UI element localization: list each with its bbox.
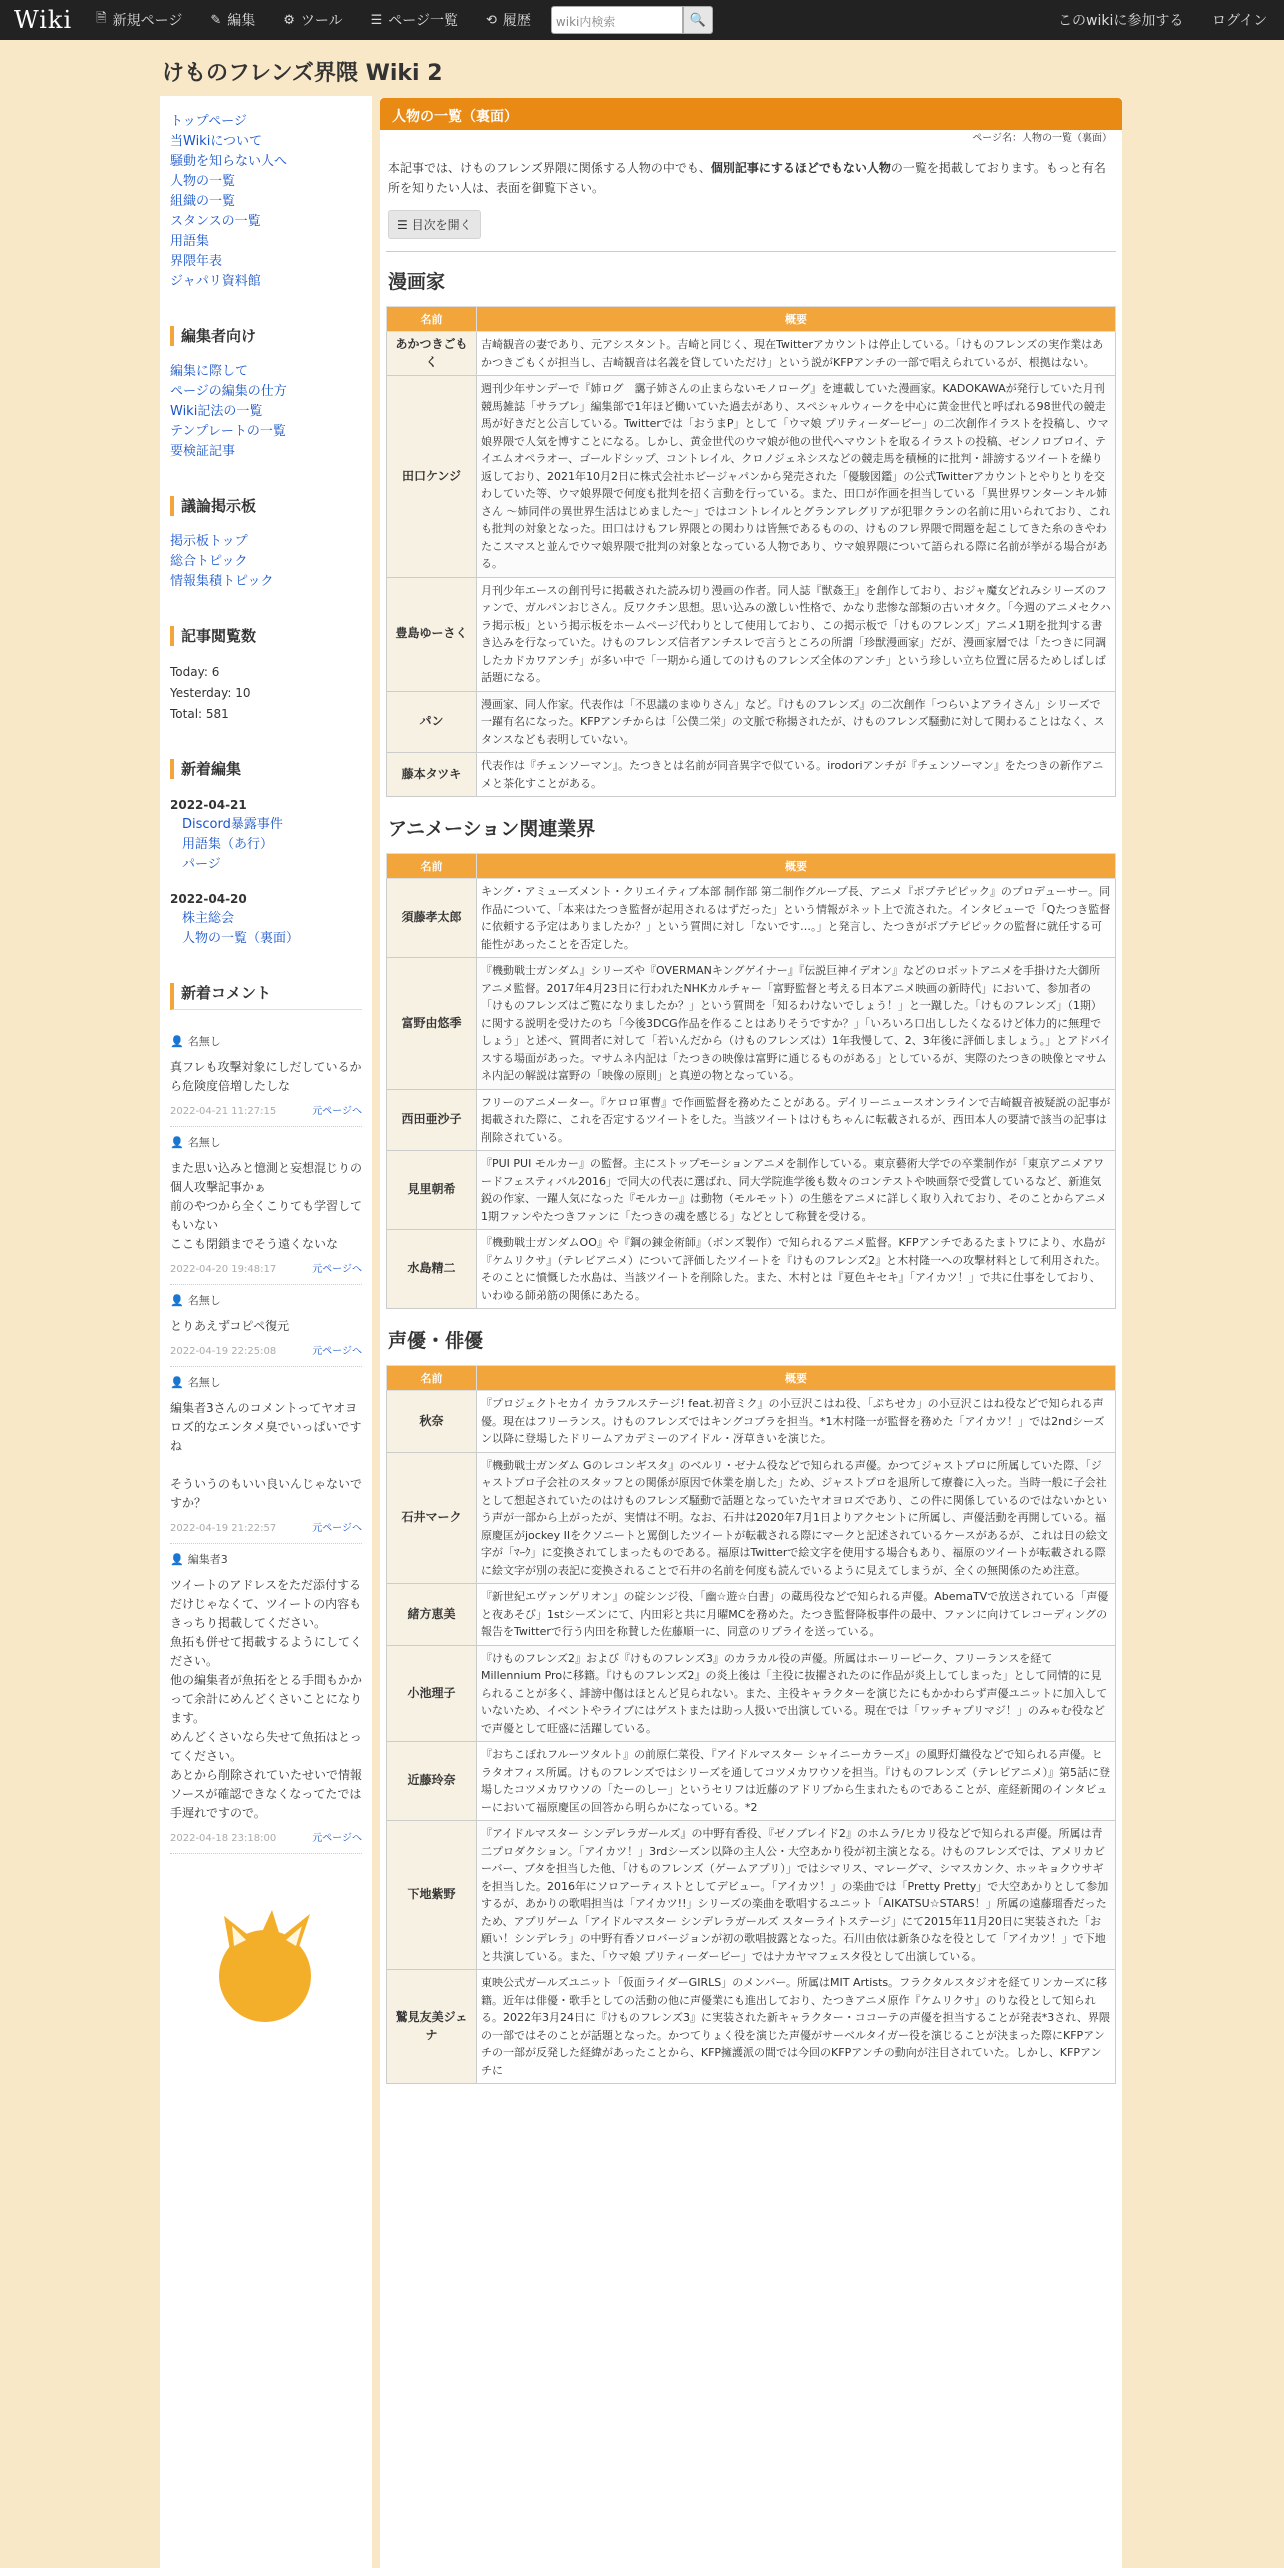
table-row <box>387 1584 1116 1646</box>
person-name: 西田亜沙子 <box>387 1089 477 1151</box>
sidebar-editor-links <box>170 362 362 462</box>
nav-item-label: 編集 <box>227 13 256 29</box>
sidebar-link[interactable]: ジャパリ資料館 <box>170 274 261 289</box>
table-row <box>387 879 1116 958</box>
person-name: 小池理子 <box>387 1645 477 1742</box>
sidebar-board-links <box>170 532 362 592</box>
file-icon: 🗎 <box>96 11 107 26</box>
person-icon: 👤 <box>170 1376 184 1389</box>
gear-icon: ⚙ <box>283 12 295 28</box>
comment-user-name: 名無し <box>187 1035 221 1048</box>
new-edit-date: 2022-04-21 <box>170 798 247 812</box>
person-desc: 『プロジェクトセカイ カラフルステージ! feat.初音ミク』の小豆沢こはね役、「ぷちせカ」の小豆沢こはね役などで知られる声優。現在はフリーランス。けものフレンズではキングコブラを担当。*1木村隆一が監督を務めた「アイカツ！」では2ndシーズン以降に登場したドリームアカデミーのアイドル・冴草きいを演じた。 <box>477 1391 1116 1453</box>
comment-source-link[interactable]: 元ページへ <box>312 1523 362 1534</box>
intro-text-a: 本記事では、けものフレンズ界隈に関係する人物の中でも、 <box>388 161 711 175</box>
person-table <box>386 1365 1116 2084</box>
comment-date: 2022-04-19 21:22:57 <box>170 1523 277 1534</box>
top-navbar <box>0 0 1284 40</box>
nav-item[interactable] <box>82 0 196 40</box>
nav-item-label: 新規ページ <box>112 13 183 29</box>
person-desc: 週刊少年サンデーで『姉ログ 靄子姉さんの止まらないモノローグ』を連載していた漫画家。KADOKAWAが発行していた月刊競馬雑誌「サラブレ」編集部で1年ほど働いていた過去があり、スペシャルウィークを中心に黄金世代と呼ばれる98世代の競走馬が好きだと公言している。Twitterでは「おうまP」として「ウマ娘 プリティーダービー」の二次創作イラストを投稿し、ウマ娘界隈で人気を博すことになる。しかし、黄金世代のウマ娘が他の世代へマウントを取るイラストの投稿、ゼンノロブロイ、テイエムオペラオー、ゴールドシップ、コントレイル、クロノジェネシスなどの競走馬を積極的に批判・誹謗するツイートを繰り返しており、2021年10月2日に株式会社ホビージャパンから発売された「優駿図鑑」の公式Twitterアカウントとやりとりを交わしていた等、ウマ娘界隈で何度も批判を招く言動を行っている。また、田口が作画を担当している「異世界ワンターンキル姉さん ～姉同伴の異世界生活はじめました～」ではコントレイルとグランアレグリアが犯罪クランの名前に用いられており、これも批判の対象となった。田口はけもフレ界隈との関わりは皆無であるものの、けものフレ界隈で問題を起こしてきた糸のきやわたこスマスと並んでウマ娘界隈で批判の対象となっている人物であり、ウマ娘界隈について語られる際に名前が挙がる場合がある。 <box>477 376 1116 578</box>
nav-item-label: ツール <box>300 13 343 29</box>
person-desc: 『けものフレンズ2』および『けものフレンズ3』のカラカル役の声優。所属はホーリーピーク、フリーランスを経てMillennium Proに移籍。『けものフレンズ2』の炎上後は「主役に抜擢されたのに作品が炎上してしまった」として同情的に見られることが多く、誹謗中傷はほとんど見られない。また、主役キャラクターを演じたにもかかわらず声優ユニットに加入していないため、イベントやライブにはゲストまたは助っ人扱いで出演している。現在では「ワッチャプリマジ！」のみゃむ役などで声優として旺盛に活躍している。 <box>477 1645 1116 1742</box>
toc-open-button[interactable] <box>388 210 481 239</box>
person-desc: 『機動戦士ガンダム』シリーズや『OVERMANキングゲイナー』『伝説巨神イデオン』などのロボットアニメを手掛けた大御所アニメ監督。2017年4月23日に行われたNHKカルチャー「富野監督と考える日本アニメ映画の新時代」において、参加者の「けものフレンズはご覧になりましたか？」という質問を「知るわけないでしょう！」と一蹴した。「けものフレンズ」（1期）に関する説明を受けたのち「今後3DCG作品を作ることはありそうですか？」「いろいろ口出ししたくなるけど体力的に無理でしょう」と述べ、質問者に対して「若いんだから（けものフレンズは）1年我慢して、2、3年後に評価しましょう。」とアドバイスする場面があった。マサムネ内記は「たつきの映像は富野に通じるものがある」としているが、実際のたつきの映像とマサムネ内記の解説は富野の「映像の原則」と真逆の物となっている。 <box>477 958 1116 1090</box>
person-name: 水島精二 <box>387 1230 477 1309</box>
sidebar-board-link[interactable]: 総合トピック <box>170 554 248 569</box>
comment-date: 2022-04-18 23:18:00 <box>170 1833 277 1844</box>
section-heading: アニメーション関連業界 <box>388 818 596 840</box>
comment-date: 2022-04-21 11:27:15 <box>170 1106 277 1117</box>
list-icon: ☰ <box>397 218 412 232</box>
intro-text-bold: 個別記事にするほどでもない人物 <box>710 161 891 175</box>
table-row <box>387 1645 1116 1742</box>
join-wiki-link[interactable]: このwikiに参加する <box>1058 13 1184 29</box>
person-desc: 『機動戦士ガンダムOO』や『鋼の錬金術師』（ボンズ製作）で知られるアニメ監督。KFPアンチであるたまトワにより、水島が『ケムリクサ』（テレビアニメ）について評価したツイートを『けものフレンズ2』と木村隆一への攻撃材料として利用された。そのことに憤慨した水島は、当該ツイートを削除した。また、木村とは『夏色キセキ』「アイカツ！」で共に仕事をしており、いわゆる師弟筋の関係にあたる。 <box>477 1230 1116 1309</box>
new-comments-heading: 新着コメント <box>170 983 362 1010</box>
section-heading: 声優・俳優 <box>388 1330 484 1352</box>
wiki-mascot-icon <box>210 1910 320 2026</box>
nav-item[interactable] <box>357 0 472 40</box>
desc-column-header: 概要 <box>477 1366 1116 1391</box>
table-row <box>387 1151 1116 1230</box>
person-name: 須藤孝太郎 <box>387 879 477 958</box>
sidebar-main-links <box>170 112 362 292</box>
table-header-row <box>387 1366 1116 1391</box>
person-desc: キング・アミューズメント・クリエイティブ本部 制作部 第二制作グループ長、アニメ『ポプテピピック』のプロデューサー。同作品について、「本来はたつき監督が起用されるはずだった」という情報がネット上で流された。インタビューで「Qたつき監督に依頼する予定はありましたか？」という質問に対し「ないです…。」と発言し、たつきがポプテピピックの監督に就任する可能性があったことを否定した。 <box>477 879 1116 958</box>
comment-user <box>170 1291 362 1311</box>
search-button[interactable] <box>683 6 713 34</box>
table-header-row <box>387 854 1116 879</box>
search-input[interactable]: wiki内検索 <box>551 6 683 34</box>
person-name: あかつきごもく <box>387 332 477 376</box>
section-heading: 漫画家 <box>388 271 446 293</box>
table-row <box>387 1821 1116 1970</box>
desc-column-header: 概要 <box>477 854 1116 879</box>
comment-user <box>170 1550 362 1570</box>
list-icon: ☰ <box>370 12 383 28</box>
person-name: 見里朝希 <box>387 1151 477 1230</box>
person-table <box>386 853 1116 1309</box>
person-desc: 吉崎観音の妻であり、元アシスタント。吉崎と同じく、現在Twitterアカウントは停止している。「けものフレンズの実作業はあかつきごもくが担当し、吉崎観音は名義を貸していただけ」という説がKFPアンチの一部で唱えられているが、根拠はない。 <box>477 332 1116 376</box>
table-row <box>387 753 1116 797</box>
table-row <box>387 958 1116 1090</box>
new-edit-link[interactable]: Discord暴露事件 <box>182 817 283 832</box>
divider <box>386 251 1116 252</box>
sidebar-link[interactable]: 当Wikiについて <box>170 134 263 149</box>
view-counter <box>170 662 362 725</box>
table-row <box>387 1742 1116 1821</box>
search-icon: 🔍 <box>689 12 707 28</box>
person-name: 鷲見友美ジェナ <box>387 1970 477 2084</box>
nav-item-label: ページ一覧 <box>388 13 459 29</box>
new-edits-heading: 新着編集 <box>170 759 362 779</box>
person-desc: 漫画家、同人作家。代表作は「不思議のまゆりさん」など。『けものフレンズ』の二次創作「つらいよアライさん」シリーズで一躍有名になった。KFPアンチからは「公僕二栄」の文脈で称揚されたが、けものフレンズ騒動に対して関わることはなく、スタンスなども表明していない。 <box>477 691 1116 753</box>
comment-source-link[interactable]: 元ページへ <box>312 1346 362 1357</box>
intro-paragraph <box>386 148 1116 204</box>
new-edit-link[interactable]: 株主総会 <box>182 911 235 926</box>
person-table <box>386 306 1116 797</box>
person-desc: 『機動戦士ガンダム Gのレコンギスタ』のベルリ・ゼナム役などで知られる声優。かつてジャストプロに所属していた際、「ジャストプロ子会社のスタッフとの関係が原因で休業を崩した」ため、ジャストプロを退所して療養に入った。当時一般に子会社として想起されていたのはけものフレンズ騒動で話題となっていたヤオヨロズであり、この件に関係しているのではないかという声が一部から上がったが、実情は不明。なお、石井は2020年7月1日よりアクセントに所属し、声優活動を再開している。福原慶匡がjockey IIをクソニートと罵倒したツイートが転載される際にマークと記述されているケースがあるが、これは日の絵文字が「ﾏｰｸ」に変換されてしまったものである。福原はTwitterで絵文字を使用する場合もあり、福原のツイートが転載される際に絵文字が別の表記に変換されることで石井の名前を何度も読んでいるように見えてしまうが、全くの無関係のため注意。 <box>477 1452 1116 1584</box>
comment-item <box>170 1367 362 1544</box>
new-edit-link[interactable]: パージ <box>182 857 221 872</box>
sidebar-editor-link[interactable]: ページの編集の仕方 <box>170 384 287 399</box>
search-box <box>551 6 713 34</box>
person-name: 石井マーク <box>387 1452 477 1584</box>
person-name: 緒方恵美 <box>387 1584 477 1646</box>
comment-user-name: 名無し <box>187 1136 221 1149</box>
person-icon: 👤 <box>170 1294 184 1307</box>
sidebar-link[interactable]: トップページ <box>170 114 247 129</box>
person-name: 藤本タツキ <box>387 753 477 797</box>
page-title: 人物の一覧（裏面） <box>380 98 1122 130</box>
board-section-heading: 議論掲示板 <box>170 496 362 516</box>
comment-source-link[interactable]: 元ページへ <box>312 1264 362 1275</box>
sidebar <box>160 96 372 2568</box>
counter-line: Today: 6 <box>170 665 220 679</box>
table-row <box>387 691 1116 753</box>
sidebar-link[interactable]: スタンスの一覧 <box>170 214 261 229</box>
table-row <box>387 1089 1116 1151</box>
table-row <box>387 1970 1116 2084</box>
wiki-logo[interactable]: Wiki <box>14 6 73 34</box>
person-desc: 『PUI PUI モルカー』の監督。主にストップモーションアニメを制作している。東京藝術大学での卒業制作が「東京アニメアワードフェスティバル2016」で同大の代表に選ばれ、同大学院進学後も数々のコンテストや映画祭で受賞しているなど、新進気鋭の作家、一躍人気になった『モルカー』は動物（モルモット）の生態をアニメに詳しく取り入れており、そのことからアニメ1期ファンやたつきファンに「たつきの魂を感じる」などとして称賛を受ける。 <box>477 1151 1116 1230</box>
comment-user <box>170 1373 362 1393</box>
login-link[interactable]: ログイン <box>1212 13 1268 29</box>
sidebar-editor-link[interactable]: 編集に際して <box>170 364 249 379</box>
comment-user-name: 名無し <box>187 1376 221 1389</box>
comment-item <box>170 1285 362 1367</box>
nav-item-label: 履歴 <box>502 13 531 29</box>
counter-line: Total: 581 <box>170 707 229 721</box>
comment-user-name: 編集者3 <box>187 1553 228 1566</box>
main-content <box>380 98 1122 2568</box>
history-icon: ⟲ <box>486 12 497 28</box>
comment-footer <box>170 1521 362 1537</box>
person-desc: 代表作は『チェンソーマン』。たつきとは名前が同音異字で似ている。irodoriアンチが『チェンソーマン』をたつきの新作アニメと茶化すことがある。 <box>477 753 1116 797</box>
new-comments-list <box>170 1026 362 1854</box>
person-name: 秋奈 <box>387 1391 477 1453</box>
person-desc: 『アイドルマスター シンデレラガールズ』の中野有香役、『ゼノブレイド2』のホムラ/ヒカリ役などで知られる声優。所属は青二プロダクション。「アイカツ！」3rdシーズン以降の主人公・大空あかり役が初主演となる。けものフレンズでは、アメリカビーバー、ブタを担当した他、「けものフレンズ（ゲームアプリ）」ではシマリス、マレーグマ、シマスカンク、ホッキョクウサギを担当した。2016年にソロアーティストとしてデビュー。「アイカツ！」の楽曲では「Pretty Pretty」で大空あかりとして参加するが、あかりの歌唱担当は「アイカツ!!」シリーズの楽曲を歌唱するユニット「AIKATSU☆STARS！」所属の遠藤瑠香だったため、アプリゲーム「アイドルマスター シンデレラガールズ スターライトステージ」にて2015年11月20日に実装された「お願い！シンデレラ」の中野有香ソロバージョンが初の歌唱披露となった。石川由依は新条ひなを役として「アイカツ！」で下地と共演している。また、「ウマ娘 プリティーダービー」ではナカヤマフェスタ役として出演している。 <box>477 1821 1116 1970</box>
person-icon: 👤 <box>170 1136 184 1149</box>
table-row <box>387 332 1116 376</box>
desc-column-header: 概要 <box>477 307 1116 332</box>
sidebar-editor-link[interactable]: Wiki記法の一覧 <box>170 404 263 419</box>
person-desc: 『おちこぼれフルーツタルト』の前原仁菜役、『アイドルマスター シャイニーカラーズ』の風野灯織役などで知られる声優。ヒラタオフィス所属。けものフレンズではシリーズを通してコツメカワウソを担当。『けものフレンズ（テレビアニメ）』第5話に登場したコツメカワウソの「たーのしー」というセリフは近藤のアドリブから生まれたものであることが、産経新聞のインタビューにおいて福原慶匡の回答から明らかになっている。*2 <box>477 1742 1116 1821</box>
sidebar-link[interactable]: 騒動を知らない人へ <box>170 154 288 169</box>
person-desc: 月刊少年エースの創刊号に掲載された読み切り漫画の作者。同人誌『獣姦王』を創作しており、おジャ魔女どれみシリーズのファンで、ガルパンおじさん。反ワクチン思想。思い込みの激しい性格で、かなり悲惨な部類の古いオタク。「今週のアニメセクハラ掲示板」という掲示板をホームページ代わりとして使用しており、この掲示板で「けものフレンズ」アニメ1期を批判する書き込みを行なっていた。けものフレンズ信者アンチスレで言うところの所謂「珍獣漫画家」だが、漫画家層では「たつきに同調したカドカワアンチ」が多い中で「一期から通してのけものフレンズ全体のアンチ」という珍しい立ち位置に居るためしばしば話題になる。 <box>477 577 1116 691</box>
comment-source-link[interactable]: 元ページへ <box>312 1106 362 1117</box>
new-edits-list <box>170 795 362 949</box>
person-desc: 『新世紀エヴァンゲリオン』の碇シンジ役、「幽☆遊☆白書」の蔵馬役などで知られる声優。AbemaTVで放送されている「声優と夜あそび」1stシーズンにて、内田彩と共に月曜MCを務めた。たつき監督降板事件の最中、ファンに向けてレコーディングの報告をTwitterで行う内田を称賛した佐藤順一に、同意のリプライを送っている。 <box>477 1584 1116 1646</box>
table-row <box>387 1452 1116 1584</box>
editor-section-heading: 編集者向け <box>170 326 362 346</box>
sidebar-editor-link[interactable]: 要検証記事 <box>170 444 236 459</box>
page-name-label: ページ名：人物の一覧（裏面） <box>972 133 1112 144</box>
name-column-header: 名前 <box>387 307 477 332</box>
comment-user <box>170 1133 362 1153</box>
comment-item <box>170 1026 362 1127</box>
comment-date: 2022-04-19 22:25:08 <box>170 1346 277 1357</box>
person-name: 豊島ゆーさく <box>387 577 477 691</box>
comment-item <box>170 1544 362 1854</box>
table-row <box>387 577 1116 691</box>
new-edit-date: 2022-04-20 <box>170 892 247 906</box>
person-desc: 東映公式ガールズユニット「仮面ライダーGIRLS」のメンバー。所属はMIT Artists。フラクタルスタジオを経てリンカーズに移籍。近年は俳優・歌手としての活動の他に声優業にも進出しており、たつきアニメ原作『ケムリクサ』のりな役として知られる。2022年3月24日に『けものフレンズ3』に実装された新キャラクター・ココーテの声優を担当することが発表*3され、界隈の一部ではそのことが話題となった。かつてりょく役を演じた声優がサーベルタイガー役を演じることが決まった際にKFPアンチの一部が反発した経緯があったことから、KFP擁護派の間では今回のKFPアンチの動向が注目されていた。しかし、KFPアンチに <box>477 1970 1116 2084</box>
intro-text-c: の一覧を掲載しております。もっと有名所を知りたい人は、表面を御覧下さい。 <box>388 161 1106 195</box>
table-row <box>387 376 1116 578</box>
person-icon: 👤 <box>170 1553 184 1566</box>
person-name: 近藤玲奈 <box>387 1742 477 1821</box>
sidebar-link[interactable]: 界隈年表 <box>170 254 223 269</box>
comment-user <box>170 1032 362 1052</box>
comment-text: とりあえずコピペ復元 <box>170 1319 290 1333</box>
nav-item[interactable] <box>196 0 269 40</box>
person-icon: 👤 <box>170 1035 184 1048</box>
person-name: 田口ケンジ <box>387 376 477 578</box>
comment-footer <box>170 1831 362 1847</box>
sidebar-link[interactable]: 用語集 <box>170 234 210 249</box>
sidebar-board-link[interactable]: 情報集積トピック <box>170 574 274 589</box>
nav-item[interactable] <box>472 0 545 40</box>
comment-footer <box>170 1344 362 1360</box>
name-column-header: 名前 <box>387 854 477 879</box>
edit-icon: ✎ <box>210 12 222 28</box>
comment-text: 真フレも攻撃対象にしだしているから危険度倍増したしな <box>170 1060 362 1093</box>
comment-footer <box>170 1104 362 1120</box>
sidebar-board-link[interactable]: 掲示板トップ <box>170 534 248 549</box>
comment-text: また思い込みと憶測と妄想混じりの個人攻撃記事かぁ 前のやつから全くこりても学習してもいない ここも閉鎖までそう遠くないな <box>170 1161 363 1251</box>
sidebar-editor-link[interactable]: テンプレートの一覧 <box>170 424 286 439</box>
comment-date: 2022-04-20 19:48:17 <box>170 1264 277 1275</box>
table-row <box>387 1391 1116 1453</box>
comment-user-name: 名無し <box>187 1294 221 1307</box>
nav-item[interactable] <box>269 0 356 40</box>
comment-text: ツイートのアドレスをただ添付するだけじゃなくて、ツイートの内容もきっちり掲載してください。 魚拓も併せて掲載するようにしてください。 他の編集者が魚拓をとる手間もかかって余計にめんどくさいことになります。 めんどくさいなら失せて魚拓はとってください。 あとから削除されていたせいで情報ソースが確認できなくなってたでは手遅れですので。 <box>170 1578 363 1820</box>
sidebar-link[interactable]: 人物の一覧 <box>170 174 236 189</box>
new-edit-link[interactable]: 用語集（あ行） <box>182 837 274 852</box>
comment-item <box>170 1127 362 1285</box>
person-desc: フリーのアニメーター。『ケロロ軍曹』で作画監督を務めたことがある。デイリーニュースオンラインで吉崎観音被疑説の記事が掲載された際に、これを否定するツイートをした。当該ツイートはけもちゃんに転載されるが、西田本人の要請で該当の記事は削除されている。 <box>477 1089 1116 1151</box>
site-title[interactable]: けものフレンズ界隈 Wiki 2 <box>162 61 443 86</box>
person-name: 富野由悠季 <box>387 958 477 1090</box>
toc-button-label: 目次を開く <box>411 218 472 232</box>
sidebar-link[interactable]: 組織の一覧 <box>170 194 236 209</box>
person-name: パン <box>387 691 477 753</box>
comment-footer <box>170 1262 362 1278</box>
comment-text: 編集者3さんのコメントってヤオヨロズ的なエンタメ臭でいっぱいですね そういうのもいい良いんじゃないですか？ <box>170 1401 363 1510</box>
person-name: 下地紫野 <box>387 1821 477 1970</box>
name-column-header: 名前 <box>387 1366 477 1391</box>
counter-line: Yesterday: 10 <box>170 686 251 700</box>
counter-section-heading: 記事閲覧数 <box>170 626 362 646</box>
table-row <box>387 1230 1116 1309</box>
comment-source-link[interactable]: 元ページへ <box>312 1833 362 1844</box>
table-header-row <box>387 307 1116 332</box>
new-edit-link[interactable]: 人物の一覧（裏面） <box>182 931 300 946</box>
